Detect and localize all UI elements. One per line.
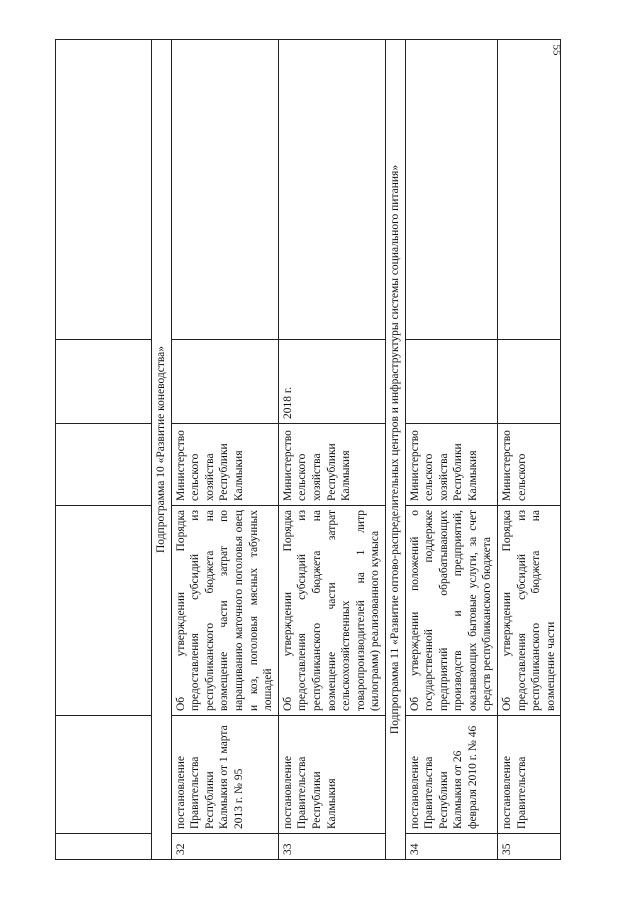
executor: Министерство сельского — [498, 424, 561, 506]
subprogram-11-heading: Подпрограмма 11 «Развитие оптово-распределительных центров и инфраструктуры системы социального питания» — [385, 40, 405, 860]
table-header-row — [56, 40, 152, 860]
document-type: постановление Правительства Республики Калмыкия от 1 марта 2013 г. № 95 — [171, 716, 278, 834]
document-type: постановление Правительства Республики Калмыкия — [278, 716, 385, 834]
document-title: Об утверждении Порядка предоставления субсидий из республиканского бюджета на возмещение части затрат по наращиванию маточного поголовья овец и коз, поголовья мясных табунных лошадей — [171, 506, 278, 716]
year — [405, 340, 498, 424]
header-cell — [56, 506, 152, 716]
row-number: 35 — [498, 834, 561, 860]
executor: Министерство сельского хозяйства Республики Калмыкия — [405, 424, 498, 506]
row-number: 32 — [171, 834, 278, 860]
header-cell — [56, 424, 152, 506]
document-title: Об утверждении положений о государственной поддержке предприятий обрабатывающих производств и предприятий, оказывающих бытовые услуги, за счет средств республиканского бюджета — [405, 506, 498, 716]
regulatory-acts-table — [55, 39, 561, 860]
document-title: Об утверждении Порядка предоставления субсидий из республиканского бюджета на возмещение части затрат сельскохозяйственных товаропроизводителей на 1 литр (килограмм) реализованного кумыса — [278, 506, 385, 716]
table-row — [171, 40, 278, 860]
row-number: 33 — [278, 834, 385, 860]
table-row — [405, 40, 498, 860]
header-cell — [56, 834, 152, 860]
document-type: постановление Правительства Республики Калмыкия от 26 февраля 2010 г. № 46 — [405, 716, 498, 834]
empty-cell — [171, 40, 278, 340]
executor: Министерство сельского хозяйства Республики Калмыкия — [278, 424, 385, 506]
subprogram-row — [152, 40, 172, 860]
header-cell — [56, 40, 152, 340]
empty-cell — [498, 40, 561, 340]
year: 2018 г. — [278, 340, 385, 424]
document-type: постановление Правительства — [498, 716, 561, 834]
header-cell — [56, 340, 152, 424]
empty-cell — [405, 40, 498, 340]
document-title: Об утверждении Порядка предоставления субсидий из республиканского бюджета на возмещение части — [498, 506, 561, 716]
executor: Министерство сельского хозяйства Республики Калмыкия — [171, 424, 278, 506]
empty-cell — [278, 40, 385, 340]
header-cell — [56, 716, 152, 834]
row-number: 34 — [405, 834, 498, 860]
table-row — [498, 40, 561, 860]
table-row — [278, 40, 385, 860]
subprogram-10-heading: Подпрограмма 10 «Развитие коневодства» — [152, 40, 172, 860]
page-number: 55 — [550, 44, 563, 56]
year — [171, 340, 278, 424]
year — [498, 340, 561, 424]
subprogram-row — [385, 40, 405, 860]
